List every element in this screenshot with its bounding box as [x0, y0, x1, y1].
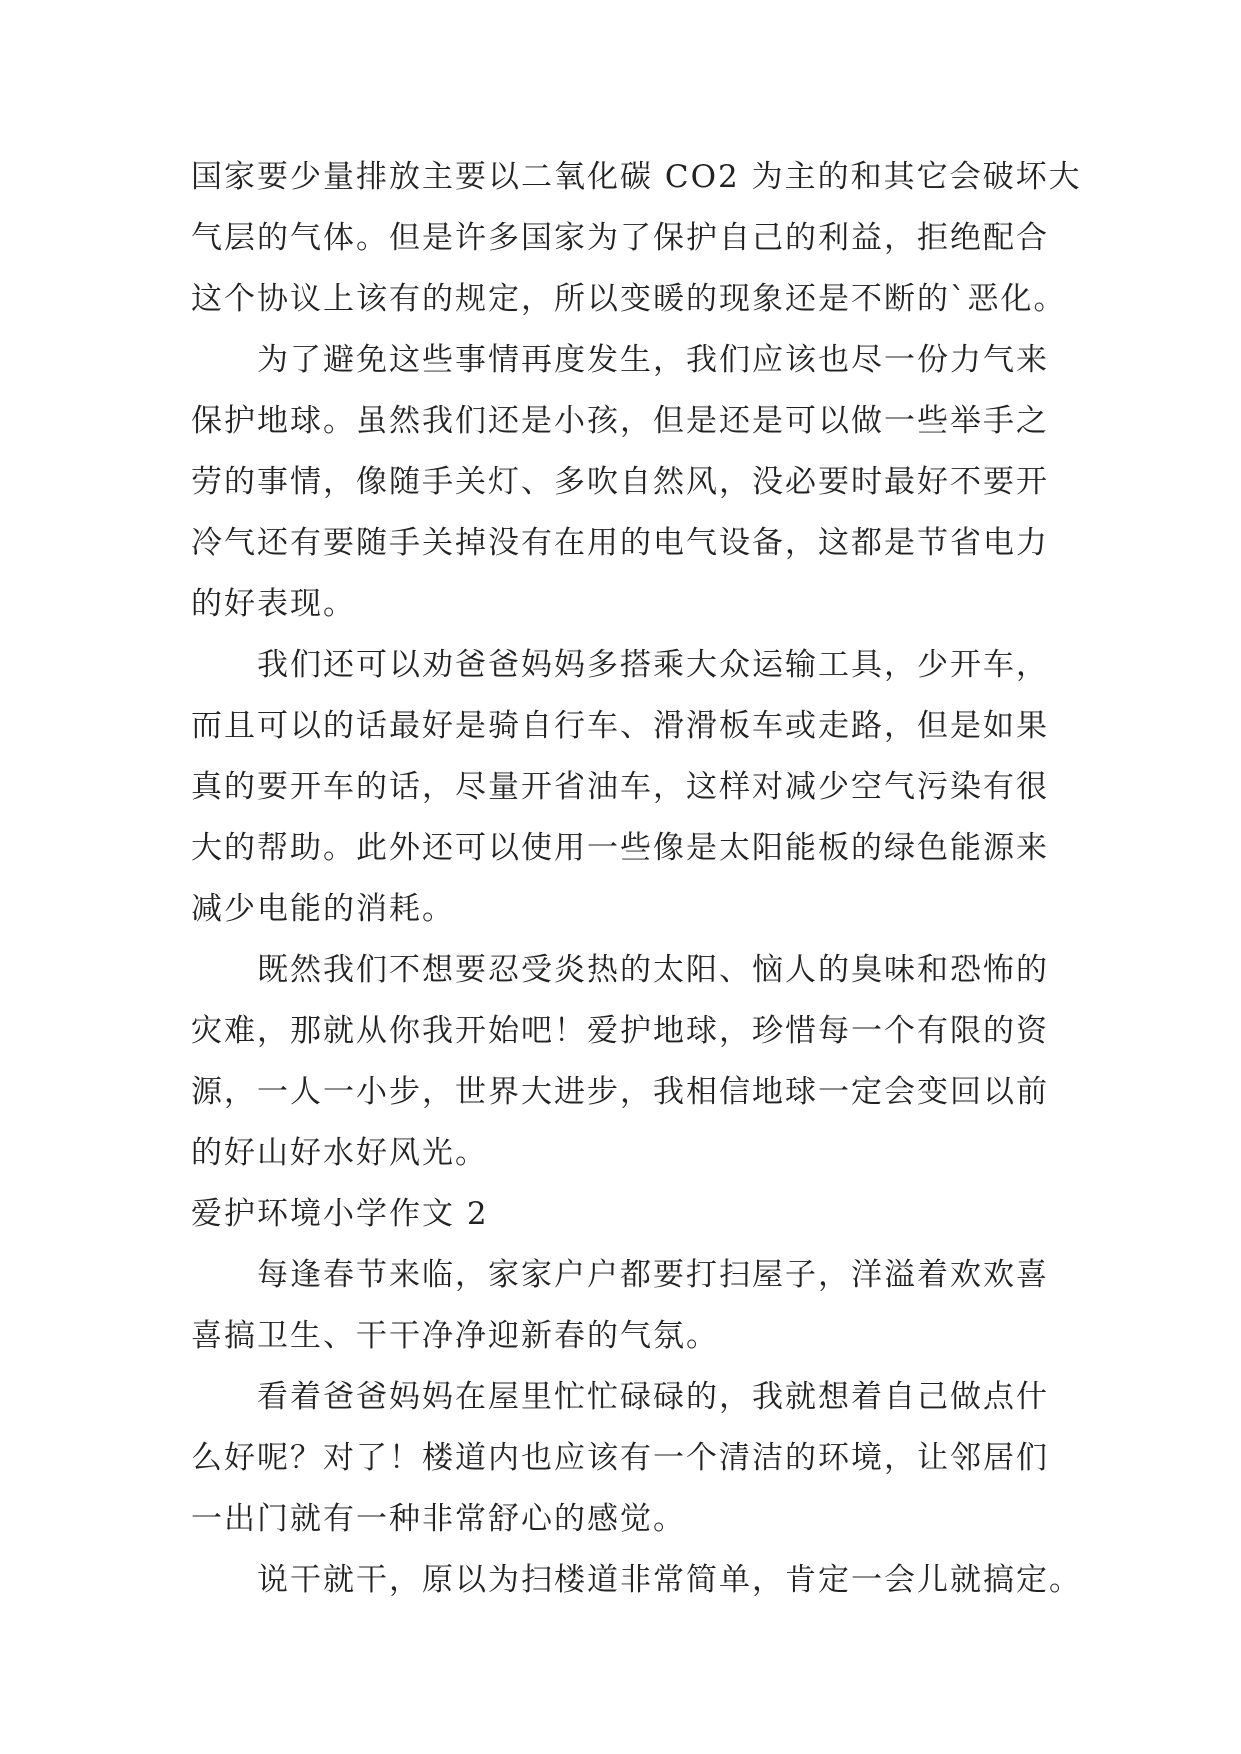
text-line: 大的帮助。此外还可以使用一些像是太阳能板的绿色能源来 — [191, 830, 1049, 866]
text-line: 灾难，那就从你我开始吧！爱护地球，珍惜每一个有限的资 — [191, 1013, 1049, 1049]
text-line: 既然我们不想要忍受炎热的太阳、恼人的臭味和恐怖的 — [257, 952, 1049, 988]
text-line: 保护地球。虽然我们还是小孩，但是还是可以做一些举手之 — [191, 403, 1049, 439]
text-line: 的好表现。 — [191, 586, 356, 622]
text-line: 说干就干，原以为扫楼道非常简单，肯定一会儿就搞定。 — [257, 1562, 1082, 1598]
text-line: 国家要少量排放主要以二氧化碳 CO2 为主的和其它会破坏大 — [191, 159, 1082, 195]
text-line: 减少电能的消耗。 — [191, 891, 455, 927]
text-line: 看着爸爸妈妈在屋里忙忙碌碌的，我就想着自己做点什 — [257, 1379, 1049, 1415]
text-line: 么好呢？对了！楼道内也应该有一个清洁的环境，让邻居们 — [191, 1440, 1049, 1476]
text-line: 而且可以的话最好是骑自行车、滑滑板车或走路，但是如果 — [191, 708, 1049, 744]
text-line: 每逢春节来临，家家户户都要打扫屋子，洋溢着欢欢喜 — [257, 1257, 1049, 1293]
text-line: 我们还可以劝爸爸妈妈多搭乘大众运输工具，少开车， — [257, 647, 1049, 683]
text-line: 源，一人一小步，世界大进步，我相信地球一定会变回以前 — [191, 1074, 1049, 1110]
text-line: 冷气还有要随手关掉没有在用的电气设备，这都是节省电力 — [191, 525, 1049, 561]
text-line: 喜搞卫生、干干净净迎新春的气氛。 — [191, 1318, 719, 1354]
text-line: 这个协议上该有的规定，所以变暖的现象还是不断的`恶化。 — [191, 281, 1067, 317]
text-line: 一出门就有一种非常舒心的感觉。 — [191, 1501, 686, 1537]
document-body — [191, 147, 1082, 1611]
text-line: 劳的事情，像随手关灯、多吹自然风，没必要时最好不要开 — [191, 464, 1049, 500]
text-line: 的好山好水好风光。 — [191, 1135, 488, 1171]
section-heading: 爱护环境小学作文 2 — [191, 1196, 489, 1232]
text-line: 气层的气体。但是许多国家为了保护自己的利益，拒绝配合 — [191, 220, 1049, 256]
text-line: 真的要开车的话，尽量开省油车，这样对减少空气污染有很 — [191, 769, 1049, 805]
text-line: 为了避免这些事情再度发生，我们应该也尽一份力气来 — [257, 342, 1049, 378]
